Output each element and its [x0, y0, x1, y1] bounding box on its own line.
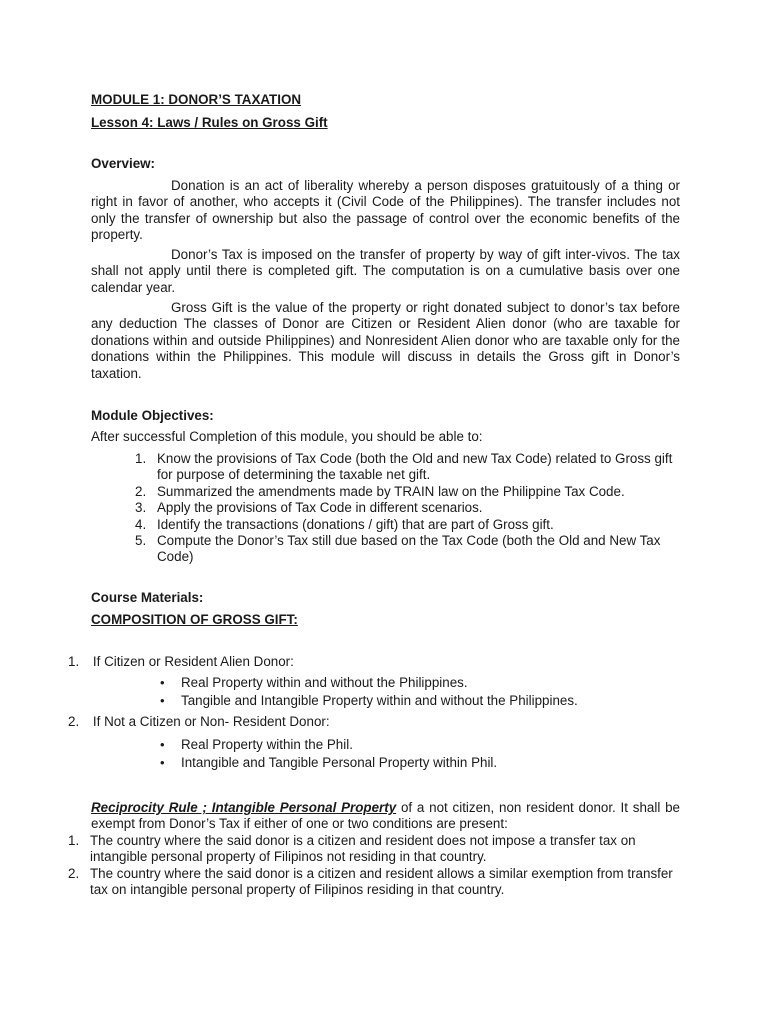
objective-text: Know the provisions of Tax Code (both the Old and new Tax Code) related to Gross gift for purpose of determining the taxable net gift. [157, 451, 673, 483]
reciprocity-text: of a not citizen, non resident donor. It shall be exempt from Donor’s Tax if either of one or two conditions are present: [91, 800, 680, 832]
bullet-text: Real Property within and without the Philippines. [181, 675, 468, 690]
bullet-glyph: • [160, 693, 165, 708]
objective-text: Summarized the amendments made by TRAIN law on the Philippine Tax Code. [157, 483, 625, 499]
condition-text: The country where the said donor is a citizen and resident allows a similar exemption from transfer tax on intangible personal property of Filipinos residing in that country. [90, 865, 673, 898]
bullet-item [157, 675, 578, 693]
group-label: If Not a Citizen or Non- Resident Donor: [92, 714, 330, 729]
objectives-list [135, 451, 680, 566]
module-title: MODULE 1: DONOR’S TAXATION [91, 92, 302, 107]
objective-item [135, 500, 680, 516]
condition-item [68, 866, 680, 899]
reciprocity-paragraph [91, 800, 680, 833]
objective-item [135, 451, 680, 484]
objective-number: 5. [135, 533, 147, 549]
objective-number: 4. [135, 516, 147, 532]
group-2-label [68, 714, 668, 730]
bullet-text: Real Property within the Phil. [181, 737, 353, 752]
overview-heading: Overview: [91, 156, 156, 171]
bullet-item [157, 737, 497, 755]
objectives-heading: Module Objectives: [91, 408, 214, 423]
objective-text: Compute the Donor’s Tax still due based on the Tax Code (both the Old and New Tax Code) [157, 533, 661, 565]
group-2-bullets [157, 737, 497, 773]
group-1-bullets [157, 675, 578, 711]
course-materials-heading: Course Materials: [91, 590, 204, 605]
overview-paragraph-1: Donation is an act of liberality whereby a person disposes gratuitously of a thing or right in favor of another, who accepts it (Civil Code of the Philippines). The transfer includes not only the transfer of ownership but also the passage of control over the economic benefits of the property. [91, 178, 680, 243]
bullet-glyph: • [160, 675, 165, 690]
overview-paragraph-2: Donor’s Tax is imposed on the transfer of property by way of gift inter-vivos. The tax shall not apply until there is completed gift. The computation is on a cumulative basis over one calendar year. [91, 247, 680, 295]
condition-number: 1. [68, 833, 80, 848]
condition-number: 2. [68, 865, 80, 881]
objective-item [135, 533, 680, 566]
condition-item [68, 833, 680, 866]
reciprocity-title: Reciprocity Rule ; Intangible Personal Property [91, 800, 397, 815]
bullet-item [157, 693, 578, 711]
lesson-title: Lesson 4: Laws / Rules on Gross Gift [91, 115, 328, 130]
group-1-label [68, 654, 668, 670]
group-number: 2. [68, 714, 80, 729]
objectives-intro: After successful Completion of this module, you should be able to: [91, 429, 483, 444]
bullet-text: Tangible and Intangible Property within and without the Philippines. [181, 693, 578, 708]
objective-item [135, 517, 680, 533]
objective-text: Identify the transactions (donations / gift) that are part of Gross gift. [157, 516, 554, 532]
condition-text: The country where the said donor is a citizen and resident does not impose a transfer tax on intangible personal property of Filipinos not residing in that country. [90, 833, 636, 865]
bullet-glyph: • [160, 737, 165, 752]
bullet-item [157, 755, 497, 773]
objective-text: Apply the provisions of Tax Code in different scenarios. [157, 500, 483, 516]
group-label: If Citizen or Resident Alien Donor: [92, 654, 294, 669]
objective-item [135, 484, 680, 500]
objective-number: 2. [135, 483, 147, 499]
bullet-glyph: • [160, 755, 165, 770]
objective-number: 1. [135, 451, 147, 466]
group-number: 1. [68, 654, 80, 669]
overview-paragraph-3: Gross Gift is the value of the property or right donated subject to donor’s tax before any deduction The classes of Donor are Citizen or Resident Alien donor (who are taxable for donations within and outside Philippines) and Nonresident Alien donor who are taxable only for the donations within the Philippines. This module will discuss in details the Gross gift in Donor’s taxation. [91, 300, 680, 381]
composition-heading: COMPOSITION OF GROSS GIFT: [91, 612, 298, 627]
bullet-text: Intangible and Tangible Personal Property within Phil. [181, 755, 498, 770]
objective-number: 3. [135, 500, 147, 516]
reciprocity-conditions [68, 833, 680, 899]
